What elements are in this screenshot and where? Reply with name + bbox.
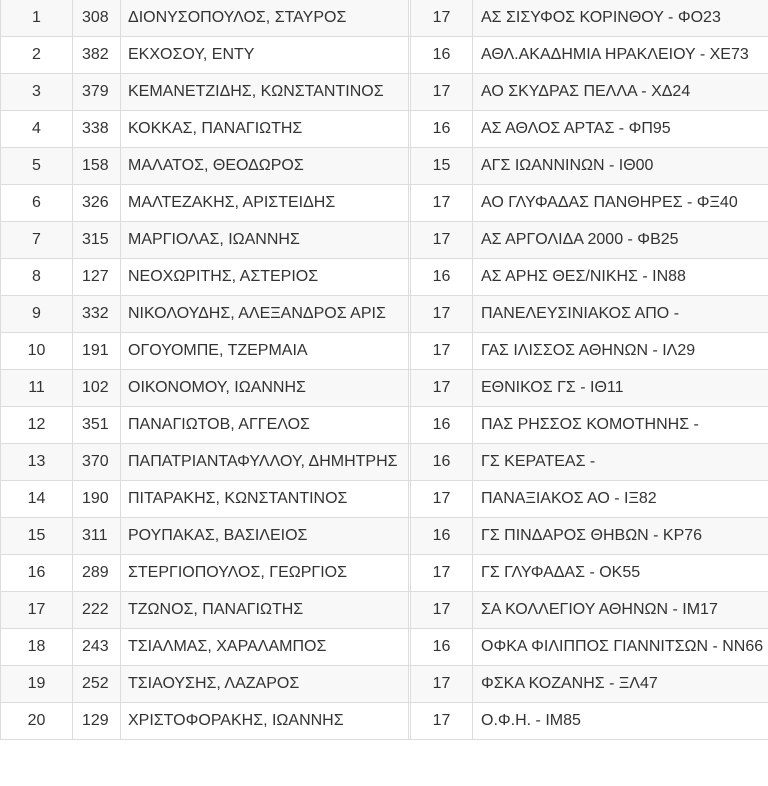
age-cell: 17: [411, 74, 473, 111]
club-cell: ΑΣ ΑΡΗΣ ΘΕΣ/ΝΙΚΗΣ - ΙΝ88: [473, 259, 768, 296]
table-row: [1, 555, 768, 592]
athlete-name-cell: ΧΡΙΣΤΟΦΟΡΑΚΗΣ, ΙΩΑΝΝΗΣ: [121, 703, 409, 740]
bib-cell: 129: [73, 703, 121, 740]
table-row: [1, 370, 768, 407]
rank-cell: 7: [1, 222, 73, 259]
age-cell: 16: [411, 407, 473, 444]
athlete-name-cell: ΤΣΙΑΛΜΑΣ, ΧΑΡΑΛΑΜΠΟΣ: [121, 629, 409, 666]
athlete-name-cell: ΤΖΩΝΟΣ, ΠΑΝΑΓΙΩΤΗΣ: [121, 592, 409, 629]
rank-cell: 19: [1, 666, 73, 703]
athlete-name-cell: ΚΕΜΑΝΕΤΖΙΔΗΣ, ΚΩΝΣΤΑΝΤΙΝΟΣ: [121, 74, 409, 111]
bib-cell: 289: [73, 555, 121, 592]
age-cell: 16: [411, 37, 473, 74]
athlete-name-cell: ΜΑΛΑΤΟΣ, ΘΕΟΔΩΡΟΣ: [121, 148, 409, 185]
rank-cell: 13: [1, 444, 73, 481]
club-cell: Ο.Φ.Η. - ΙΜ85: [473, 703, 768, 740]
bib-cell: 252: [73, 666, 121, 703]
club-cell: ΠΑΝΕΛΕΥΣΙΝΙΑΚΟΣ ΑΠΟ -: [473, 296, 768, 333]
table-row: [1, 333, 768, 370]
athlete-name-cell: ΝΕΟΧΩΡΙΤΗΣ, ΑΣΤΕΡΙΟΣ: [121, 259, 409, 296]
club-cell: ΠΑΝΑΞΙΑΚΟΣ ΑΟ - ΙΞ82: [473, 481, 768, 518]
table-row: [1, 74, 768, 111]
age-cell: 17: [411, 185, 473, 222]
club-cell: ΕΘΝΙΚΟΣ ΓΣ - ΙΘ11: [473, 370, 768, 407]
rank-cell: 6: [1, 185, 73, 222]
bib-cell: 190: [73, 481, 121, 518]
table-row: [1, 407, 768, 444]
table-row: [1, 629, 768, 666]
age-cell: 17: [411, 592, 473, 629]
table-row: [1, 481, 768, 518]
rank-cell: 9: [1, 296, 73, 333]
athlete-name-cell: ΠΑΝΑΓΙΩΤΟΒ, ΑΓΓΕΛΟΣ: [121, 407, 409, 444]
rank-cell: 20: [1, 703, 73, 740]
bib-cell: 127: [73, 259, 121, 296]
age-cell: 17: [411, 370, 473, 407]
rank-cell: 11: [1, 370, 73, 407]
club-cell: ΓΣ ΚΕΡΑΤΕΑΣ -: [473, 444, 768, 481]
age-cell: 16: [411, 111, 473, 148]
table-row: [1, 259, 768, 296]
club-cell: ΓΑΣ ΙΛΙΣΣΟΣ ΑΘΗΝΩΝ - ΙΛ29: [473, 333, 768, 370]
athlete-name-cell: ΜΑΡΓΙΟΛΑΣ, ΙΩΑΝΝΗΣ: [121, 222, 409, 259]
bib-cell: 332: [73, 296, 121, 333]
bib-cell: 379: [73, 74, 121, 111]
bib-cell: 222: [73, 592, 121, 629]
bib-cell: 370: [73, 444, 121, 481]
age-cell: 17: [411, 555, 473, 592]
bib-cell: 308: [73, 0, 121, 37]
age-cell: 16: [411, 259, 473, 296]
bib-cell: 338: [73, 111, 121, 148]
bib-cell: 243: [73, 629, 121, 666]
bib-cell: 326: [73, 185, 121, 222]
table-row: [1, 518, 768, 555]
bib-cell: 311: [73, 518, 121, 555]
athlete-name-cell: ΔΙΟΝΥΣΟΠΟΥΛΟΣ, ΣΤΑΥΡΟΣ: [121, 0, 409, 37]
age-cell: 16: [411, 518, 473, 555]
results-body: [1, 0, 768, 740]
bib-cell: 315: [73, 222, 121, 259]
table-row: [1, 666, 768, 703]
club-cell: ΟΦΚΑ ΦΙΛΙΠΠΟΣ ΓΙΑΝΝΙΤΣΩΝ - ΝΝ66: [473, 629, 768, 666]
age-cell: 17: [411, 666, 473, 703]
age-cell: 17: [411, 703, 473, 740]
athlete-name-cell: ΜΑΛΤΕΖΑΚΗΣ, ΑΡΙΣΤΕΙΔΗΣ: [121, 185, 409, 222]
rank-cell: 14: [1, 481, 73, 518]
athlete-name-cell: ΕΚΧΟΣΟΥ, ΕΝΤΥ: [121, 37, 409, 74]
age-cell: 15: [411, 148, 473, 185]
table-row: [1, 148, 768, 185]
club-cell: ΑΘΛ.ΑΚΑΔΗΜΙΑ ΗΡΑΚΛΕΙΟΥ - ΧΕ73: [473, 37, 768, 74]
club-cell: ΣΑ ΚΟΛΛΕΓΙΟΥ ΑΘΗΝΩΝ - ΙΜ17: [473, 592, 768, 629]
table-row: [1, 592, 768, 629]
athlete-name-cell: ΠΙΤΑΡΑΚΗΣ, ΚΩΝΣΤΑΝΤΙΝΟΣ: [121, 481, 409, 518]
bib-cell: 102: [73, 370, 121, 407]
table-row: [1, 703, 768, 740]
age-cell: 16: [411, 629, 473, 666]
club-cell: ΑΣ ΣΙΣΥΦΟΣ ΚΟΡΙΝΘΟΥ - ΦΟ23: [473, 0, 768, 37]
club-cell: ΑΣ ΑΡΓΟΛΙΔΑ 2000 - ΦΒ25: [473, 222, 768, 259]
bib-cell: 191: [73, 333, 121, 370]
table-row: [1, 37, 768, 74]
rank-cell: 16: [1, 555, 73, 592]
athlete-name-cell: ΠΑΠΑΤΡΙΑΝΤΑΦΥΛΛΟΥ, ΔΗΜΗΤΡΗΣ: [121, 444, 409, 481]
age-cell: 17: [411, 296, 473, 333]
age-cell: 17: [411, 222, 473, 259]
table-row: [1, 111, 768, 148]
table-row: [1, 444, 768, 481]
athlete-name-cell: ΝΙΚΟΛΟΥΔΗΣ, ΑΛΕΞΑΝΔΡΟΣ ΑΡΙΣ: [121, 296, 409, 333]
club-cell: ΑΓΣ ΙΩΑΝΝΙΝΩΝ - ΙΘ00: [473, 148, 768, 185]
age-cell: 17: [411, 481, 473, 518]
athlete-name-cell: ΣΤΕΡΓΙΟΠΟΥΛΟΣ, ΓΕΩΡΓΙΟΣ: [121, 555, 409, 592]
table-row: [1, 222, 768, 259]
club-cell: ΓΣ ΠΙΝΔΑΡΟΣ ΘΗΒΩΝ - ΚΡ76: [473, 518, 768, 555]
age-cell: 17: [411, 0, 473, 37]
club-cell: ΦΣΚΑ ΚΟΖΑΝΗΣ - ΞΛ47: [473, 666, 768, 703]
rank-cell: 8: [1, 259, 73, 296]
rank-cell: 3: [1, 74, 73, 111]
club-cell: ΑΟ ΓΛΥΦΑΔΑΣ ΠΑΝΘΗΡΕΣ - ΦΞ40: [473, 185, 768, 222]
rank-cell: 18: [1, 629, 73, 666]
rank-cell: 5: [1, 148, 73, 185]
athlete-name-cell: ΚΟΚΚΑΣ, ΠΑΝΑΓΙΩΤΗΣ: [121, 111, 409, 148]
club-cell: ΑΣ ΑΘΛΟΣ ΑΡΤΑΣ - ΦΠ95: [473, 111, 768, 148]
bib-cell: 158: [73, 148, 121, 185]
athlete-name-cell: ΡΟΥΠΑΚΑΣ, ΒΑΣΙΛΕΙΟΣ: [121, 518, 409, 555]
table-row: [1, 296, 768, 333]
rank-cell: 4: [1, 111, 73, 148]
rank-cell: 10: [1, 333, 73, 370]
rank-cell: 1: [1, 0, 73, 37]
athlete-name-cell: ΟΓΟΥΟΜΠΕ, ΤΖΕΡΜΑΙΑ: [121, 333, 409, 370]
rank-cell: 17: [1, 592, 73, 629]
rank-cell: 15: [1, 518, 73, 555]
bib-cell: 351: [73, 407, 121, 444]
age-cell: 16: [411, 444, 473, 481]
rank-cell: 2: [1, 37, 73, 74]
club-cell: ΓΣ ΓΛΥΦΑΔΑΣ - ΟΚ55: [473, 555, 768, 592]
club-cell: ΑΟ ΣΚΥΔΡΑΣ ΠΕΛΛΑ - ΧΔ24: [473, 74, 768, 111]
club-cell: ΠΑΣ ΡΗΣΣΟΣ ΚΟΜΟΤΗΝΗΣ -: [473, 407, 768, 444]
athlete-name-cell: ΟΙΚΟΝΟΜΟΥ, ΙΩΑΝΝΗΣ: [121, 370, 409, 407]
age-cell: 17: [411, 333, 473, 370]
table-row: [1, 185, 768, 222]
athlete-name-cell: ΤΣΙΑΟΥΣΗΣ, ΛΑΖΑΡΟΣ: [121, 666, 409, 703]
bib-cell: 382: [73, 37, 121, 74]
rank-cell: 12: [1, 407, 73, 444]
table-row: [1, 0, 768, 37]
